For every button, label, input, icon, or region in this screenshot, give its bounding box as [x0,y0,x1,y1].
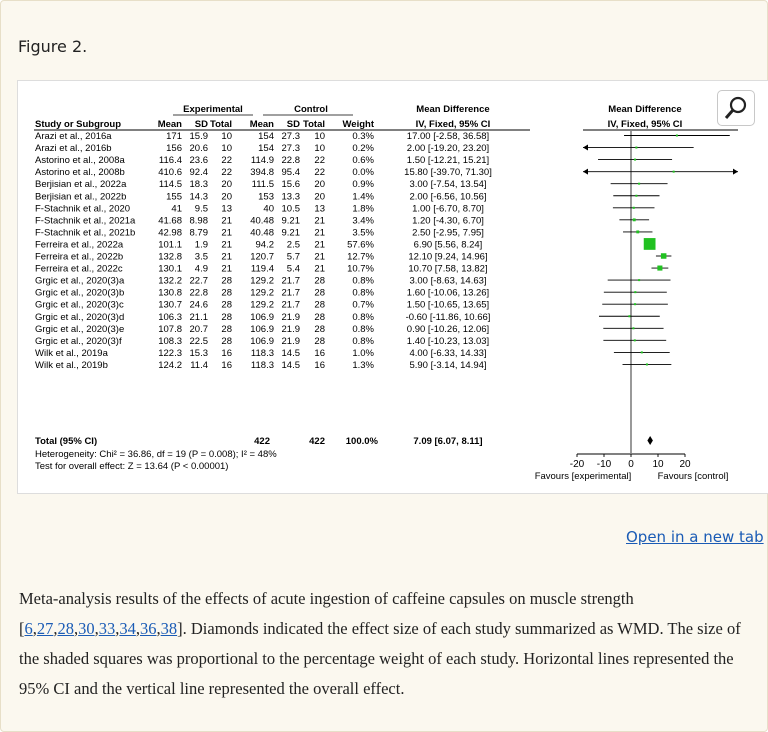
weight-square [661,253,667,259]
header-ci-plot: IV, Fixed, 95% CI [607,119,683,130]
weight-square [633,218,636,221]
overall-diamond [647,436,653,445]
study-e-total: 28 [221,287,232,299]
study-ci: 2.50 [-2.95, 7.95] [412,227,484,239]
study-c-sd: 21.9 [281,335,300,347]
study-ci: 3.00 [-8.63, 14.63] [409,275,487,287]
study-ci: 0.90 [-10.26, 12.06] [406,323,490,335]
study-weight: 0.3% [352,131,374,142]
study-c-total: 16 [314,347,325,359]
weight-square [634,291,636,293]
study-e-mean: 108.3 [158,335,182,347]
citation-link[interactable]: 28 [57,619,74,638]
citation-separator: , [94,619,99,638]
study-weight: 0.8% [352,275,374,287]
study-c-mean: 120.7 [250,251,274,263]
study-weight: 0.2% [352,143,374,155]
study-e-total: 28 [221,335,232,347]
weight-square [633,207,635,209]
study-e-sd: 24.6 [189,299,208,311]
x-axis-tick-label: 0 [628,459,634,470]
study-e-sd: 23.6 [189,155,208,167]
x-axis-tick-label: -20 [569,459,585,470]
study-e-mean: 130.8 [158,287,182,299]
magnifier-icon [718,91,754,125]
header-mean-difference: Mean Difference [416,104,490,115]
weight-square [644,238,656,250]
favours-experimental-label: Favours [experimental] [534,471,632,482]
study-c-mean: 119.4 [250,263,274,275]
study-c-total: 22 [314,155,325,167]
study-e-mean: 106.3 [158,311,182,323]
favours-control-label: Favours [control] [657,471,729,482]
study-weight: 1.0% [352,347,374,359]
study-c-total: 10 [314,143,325,155]
study-e-total: 22 [221,167,232,179]
forest-plot-figure [17,80,768,494]
study-weight: 57.6% [347,239,374,251]
citation-link[interactable]: 36 [140,619,157,638]
study-c-total: 28 [314,335,325,347]
study-c-mean: 40.48 [250,227,274,239]
study-c-sd: 2.5 [286,239,300,251]
citation-link[interactable]: 6 [24,619,33,638]
study-weight: 1.8% [352,203,374,215]
weight-square [676,135,678,137]
study-ci: 1.40 [-10.23, 13.03] [406,335,490,347]
study-ci: 5.90 [-3.14, 14.94] [409,359,487,371]
ci-arrow [583,145,588,151]
study-e-mean: 156 [166,143,182,155]
study-e-sd: 8.98 [189,215,208,227]
study-c-sd: 13.3 [281,191,300,203]
study-c-total: 21 [314,251,325,263]
study-weight: 0.9% [352,179,374,191]
study-c-total: 13 [314,203,325,215]
study-e-sd: 11.4 [190,359,208,371]
study-c-total: 28 [314,323,325,335]
citation-separator: , [115,619,120,638]
study-c-total: 22 [314,167,325,179]
total-weight: 100.0% [345,436,378,447]
study-e-sd: 15.9 [189,131,208,142]
header-c-sd: SD [286,119,300,130]
study-e-sd: 20.7 [189,323,208,335]
weight-square [628,315,630,317]
header-mean-difference-plot: Mean Difference [608,104,682,115]
study-e-total: 28 [221,311,232,323]
study-c-sd: 27.3 [281,131,300,142]
study-name: Grgic et al., 2020(3)c [35,299,124,311]
header-weight: Weight [342,119,374,130]
study-weight: 0.6% [352,155,374,167]
study-e-mean: 155 [166,191,182,203]
study-e-sd: 8.79 [189,227,208,239]
header-study: Study or Subgroup [35,119,122,130]
study-e-mean: 124.2 [158,359,182,371]
study-ci: 3.00 [-7.54, 13.54] [409,179,487,191]
study-c-total: 21 [314,215,325,227]
study-c-sd: 95.4 [281,167,300,179]
study-name: F-Stachnik et al., 2021a [35,215,136,227]
study-c-mean: 106.9 [250,311,274,323]
study-e-sd: 15.3 [189,347,208,359]
study-e-sd: 18.3 [189,179,208,191]
overall-effect-text: Test for overall effect: Z = 13.64 (P < 0.00001) [35,461,229,472]
citation-link[interactable]: 27 [36,619,54,638]
study-c-sd: 21.9 [281,311,300,323]
study-name: Grgic et al., 2020(3)f [35,335,122,347]
study-e-total: 21 [221,215,232,227]
total-c-total: 422 [309,436,325,447]
study-e-mean: 132.8 [158,251,182,263]
study-e-total: 28 [221,299,232,311]
study-e-mean: 41.68 [158,215,182,227]
study-weight: 0.8% [352,287,374,299]
study-e-sd: 1.9 [194,239,208,251]
weight-square [636,230,639,233]
study-e-total: 22 [221,155,232,167]
weight-square [632,327,634,329]
figure-label: Figure 2. [18,37,88,56]
study-c-sd: 9.21 [281,227,300,239]
study-c-mean: 154 [258,143,274,155]
study-c-sd: 21.9 [281,323,300,335]
study-e-mean: 130.7 [158,299,182,311]
study-c-mean: 129.2 [250,299,274,311]
study-e-sd: 22.5 [189,335,208,347]
study-ci: 4.00 [-6.33, 14.33] [409,347,487,359]
study-c-total: 28 [314,287,325,299]
study-name: Berjisian et al., 2022b [35,191,127,203]
study-name: Ferreira et al., 2022b [35,251,124,263]
study-e-sd: 20.6 [189,143,208,155]
study-weight: 0.8% [352,335,374,347]
study-ci: 2.00 [-6.56, 10.56] [409,191,487,203]
caption-text-start: Meta-analysis results of the effects of acute ingestion of caffeine capsules on muscle strength [ [19,589,634,638]
citation-separator: , [156,619,161,638]
study-e-mean: 107.8 [158,323,182,335]
study-name: Grgic et al., 2020(3)e [35,323,125,335]
study-e-sd: 14.3 [189,191,208,203]
study-c-total: 28 [314,275,325,287]
weight-square [635,147,637,149]
weight-square [634,159,636,161]
study-name: Berjisian et al., 2022a [35,179,127,191]
study-c-sd: 21.7 [281,287,300,299]
weight-square [634,303,636,305]
study-c-mean: 154 [258,131,274,142]
citation-separator: , [135,619,140,638]
study-c-total: 20 [314,191,325,203]
study-e-mean: 116.4 [158,155,182,167]
study-e-sd: 22.7 [189,275,208,287]
study-ci: 1.20 [-4.30, 6.70] [412,215,484,227]
open-in-new-tab-link[interactable]: Open in a new tab [626,528,764,546]
study-c-mean: 394.8 [250,167,274,179]
header-e-mean: Mean [157,119,182,130]
study-name: Grgic et al., 2020(3)d [35,311,125,323]
study-c-total: 21 [314,263,325,275]
study-c-sd: 9.21 [281,215,300,227]
header-ci: IV, Fixed, 95% CI [415,119,491,130]
study-ci: 2.00 [-19.20, 23.20] [406,143,490,155]
weight-square [641,351,643,353]
study-e-total: 13 [221,203,232,215]
study-c-sd: 5.7 [286,251,300,263]
study-c-mean: 106.9 [250,323,274,335]
study-c-mean: 129.2 [250,287,274,299]
study-name: Astorino et al., 2008b [35,167,125,179]
study-e-total: 10 [221,131,232,142]
heterogeneity-text: Heterogeneity: Chi² = 36.86, df = 19 (P = 0.008); I² = 48% [35,449,277,460]
study-weight: 12.7% [347,251,374,263]
study-c-sd: 14.5 [281,347,300,359]
x-axis-tick-label: 10 [652,459,664,470]
study-ci: -0.60 [-11.86, 10.66] [405,311,491,323]
study-e-total: 10 [221,143,232,155]
magnifier-button[interactable] [717,90,755,126]
study-name: F-Stachnik et al., 2020 [35,203,131,215]
study-e-total: 16 [221,347,232,359]
citation-separator: , [53,619,58,638]
study-e-sd: 92.4 [189,167,208,179]
study-ci: 15.80 [-39.70, 71.30] [404,167,492,179]
weight-square [638,279,640,281]
study-name: Ferreira et al., 2022a [35,239,124,251]
study-ci: 10.70 [7.58, 13.82] [408,263,488,275]
study-e-sd: 3.5 [194,251,208,263]
citation-link[interactable]: 34 [119,619,136,638]
study-e-mean: 122.3 [158,347,182,359]
study-e-total: 16 [221,359,232,371]
figure-caption [19,584,759,704]
study-c-total: 28 [314,311,325,323]
study-name: F-Stachnik et al., 2021b [35,227,136,239]
weight-square [638,183,640,185]
forest-plot [18,81,768,493]
header-experimental: Experimental [183,104,243,115]
study-name: Astorino et al., 2008a [35,155,125,167]
ci-arrow [733,169,738,175]
study-c-total: 28 [314,299,325,311]
study-e-mean: 114.5 [158,179,182,191]
weight-square [635,195,637,197]
study-e-mean: 41 [171,203,182,215]
study-weight: 0.8% [352,311,374,323]
study-e-total: 20 [221,179,232,191]
study-name: Wilk et al., 2019b [35,359,108,371]
weight-square [657,266,662,271]
study-weight: 0.0% [352,167,374,179]
weight-square [646,363,648,365]
citation-link[interactable]: 38 [160,619,178,638]
study-e-total: 21 [221,251,232,263]
study-c-sd: 21.7 [281,299,300,311]
study-c-mean: 106.9 [250,335,274,347]
total-label: Total (95% CI) [35,436,98,447]
study-c-mean: 129.2 [250,275,274,287]
study-ci: 1.50 [-10.65, 13.65] [406,299,490,311]
header-e-total: Total [210,119,232,130]
study-e-total: 21 [221,239,232,251]
study-weight: 1.3% [352,359,374,371]
study-e-sd: 22.8 [189,287,208,299]
caption-references [25,619,178,638]
ci-arrow [583,169,588,175]
study-e-mean: 130.1 [158,263,182,275]
study-e-total: 28 [221,323,232,335]
study-weight: 1.4% [352,191,374,203]
study-c-sd: 14.5 [281,359,300,371]
study-e-mean: 171 [166,131,182,142]
study-name: Wilk et al., 2019a [35,347,108,359]
study-weight: 3.5% [352,227,374,239]
study-c-mean: 118.3 [250,347,274,359]
study-name: Arazi et al., 2016b [35,143,112,155]
study-e-total: 21 [221,227,232,239]
study-e-sd: 21.1 [189,311,208,323]
study-e-sd: 4.9 [194,263,208,275]
study-c-mean: 118.3 [250,359,274,371]
header-control: Control [294,104,328,115]
study-ci: 1.50 [-12.21, 15.21] [406,155,490,167]
total-e-total: 422 [254,436,270,447]
study-e-mean: 410.6 [158,167,182,179]
study-c-sd: 10.5 [281,203,300,215]
study-weight: 0.7% [352,299,374,311]
study-e-total: 28 [221,275,232,287]
study-c-total: 21 [314,227,325,239]
total-ci: 7.09 [6.07, 8.11] [413,436,483,447]
study-c-mean: 111.5 [251,179,274,191]
study-c-mean: 40 [263,203,274,215]
study-c-sd: 22.8 [281,155,300,167]
header-e-sd: SD [194,119,208,130]
study-ci: 12.10 [9.24, 14.96] [408,251,488,263]
study-c-mean: 94.2 [255,239,274,251]
study-name: Grgic et al., 2020(3)b [35,287,125,299]
study-e-mean: 42.98 [158,227,182,239]
citation-link[interactable]: 33 [98,619,116,638]
citation-separator: , [74,619,79,638]
study-c-total: 16 [314,359,325,371]
study-ci: 1.60 [-10.06, 13.26] [406,287,490,299]
study-e-mean: 101.1 [158,239,182,251]
weight-square [673,171,675,173]
study-c-mean: 153 [258,191,274,203]
study-ci: 17.00 [-2.58, 36.58] [406,131,490,142]
header-c-total: Total [303,119,325,130]
study-ci: 1.00 [-6.70, 8.70] [412,203,484,215]
study-c-mean: 40.48 [250,215,274,227]
study-c-sd: 27.3 [281,143,300,155]
caption-text-end: ]. Diamonds indicated the effect size of each study summarized as WMD. The size of the shaded squares was proportional to the percentage weight of each study. Horizontal lines represented the 95% CI and the vertical line represented the overall effect. [19,619,741,698]
citation-separator: , [32,619,37,638]
x-axis-tick-label: -10 [596,459,612,470]
study-name: Arazi et al., 2016a [35,131,112,142]
study-c-total: 21 [314,239,325,251]
study-c-total: 20 [314,179,325,191]
study-name: Ferreira et al., 2022c [35,263,123,275]
citation-link[interactable]: 30 [78,619,95,638]
weight-square [634,339,636,341]
study-c-sd: 5.4 [286,263,300,275]
study-weight: 3.4% [352,215,374,227]
study-weight: 0.8% [352,323,374,335]
study-e-mean: 132.2 [158,275,182,287]
study-c-sd: 21.7 [281,275,300,287]
study-name: Grgic et al., 2020(3)a [35,275,125,287]
header-c-mean: Mean [249,119,274,130]
study-e-sd: 9.5 [194,203,208,215]
x-axis-tick-label: 20 [679,459,691,470]
study-e-total: 20 [221,191,232,203]
study-e-total: 21 [221,263,232,275]
study-c-total: 10 [314,131,325,142]
study-weight: 10.7% [347,263,374,275]
study-ci: 6.90 [5.56, 8.24] [413,239,483,251]
study-c-sd: 15.6 [281,179,300,191]
study-c-mean: 114.9 [250,155,274,167]
